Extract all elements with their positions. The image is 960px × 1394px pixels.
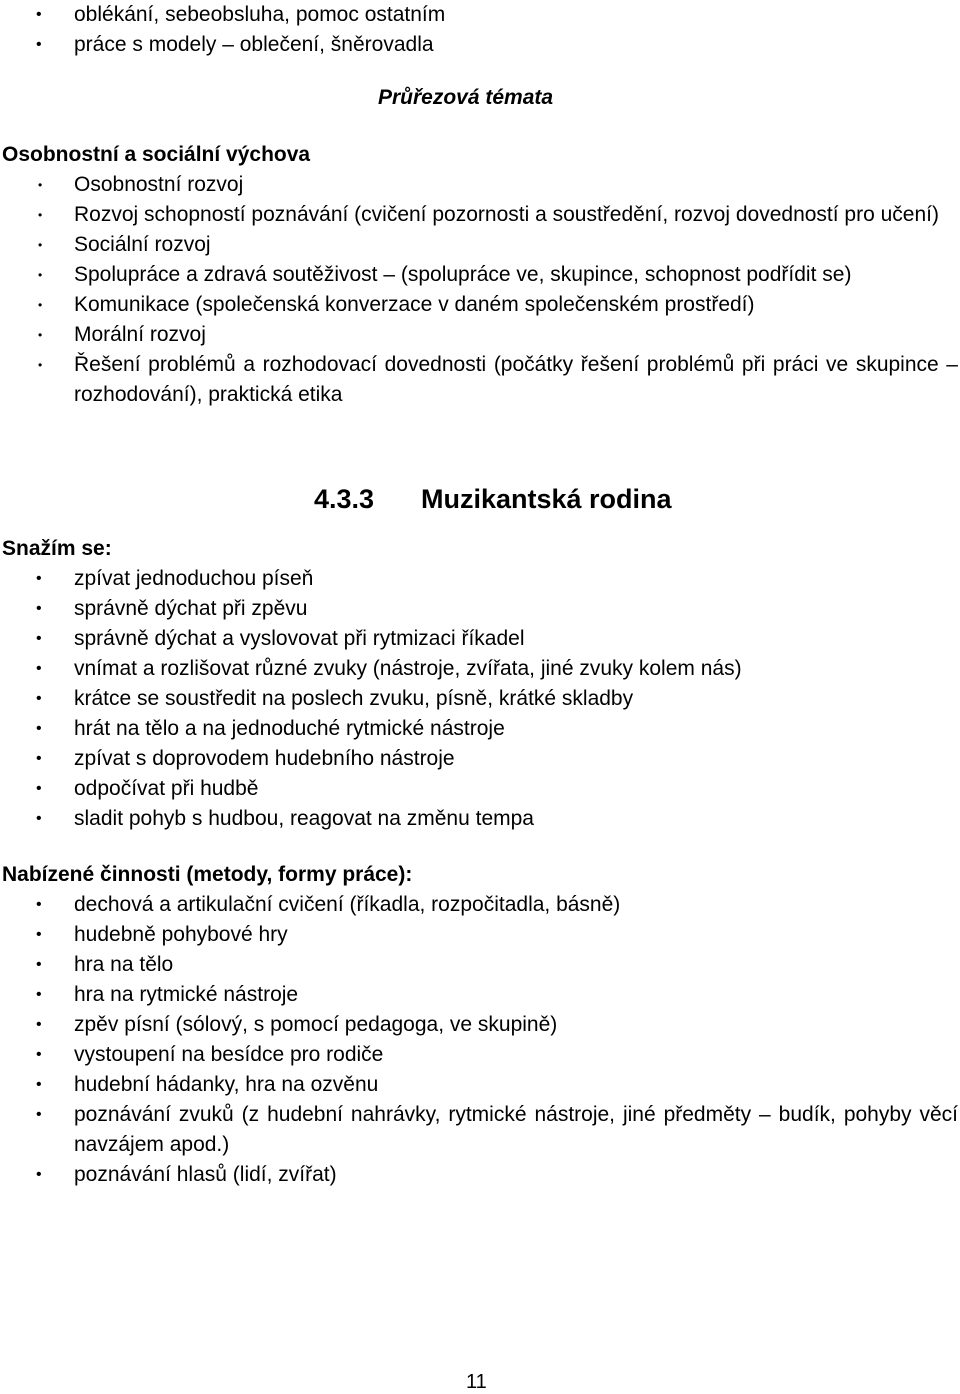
list-item: • hra na tělo — [0, 950, 960, 980]
cross-topics-heading: Průřezová témata — [378, 86, 554, 109]
list-item: • Osobnostní rozvoj — [0, 170, 960, 200]
goals-section — [0, 534, 960, 834]
chapter-title: Muzikantská rodina — [421, 484, 672, 514]
list-item: • správně dýchat a vyslovovat při rytmizaci říkadel — [0, 624, 960, 654]
list-item: • poznávání zvuků (z hudební nahrávky, rytmické nástroje, jiné předměty – budík, pohyby věcí navzájem apod.) — [0, 1100, 960, 1160]
list-item: • Sociální rozvoj — [0, 230, 960, 260]
cross-topics-list — [0, 170, 960, 410]
page-number: 11 — [466, 1371, 487, 1393]
goals-list — [0, 564, 960, 834]
list-item: • správně dýchat při zpěvu — [0, 594, 960, 624]
list-item: • sladit pohyb s hudbou, reagovat na změnu tempa — [0, 804, 960, 834]
list-item: • krátce se soustředit na poslech zvuku, písně, krátké skladby — [0, 684, 960, 714]
activities-title: Nabízené činnosti (metody, formy práce): — [2, 863, 413, 886]
activities-section — [0, 860, 960, 1190]
list-item: • zpěv písní (sólový, s pomocí pedagoga, ve skupině) — [0, 1010, 960, 1040]
top-bullet-list — [0, 0, 960, 60]
list-item: • dechová a artikulační cvičení (říkadla, rozpočitadla, básně) — [0, 890, 960, 920]
section-title: Osobnostní a sociální výchova — [2, 143, 311, 166]
list-item: • hudebně pohybové hry — [0, 920, 960, 950]
list-item: • oblékání, sebeobsluha, pomoc ostatním — [0, 0, 960, 30]
list-item: • poznávání hlasů (lidí, zvířat) — [0, 1160, 960, 1190]
list-item: • Morální rozvoj — [0, 320, 960, 350]
activities-list — [0, 890, 960, 1190]
goals-title: Snažím se: — [2, 537, 112, 560]
list-item: • Rozvoj schopností poznávání (cvičení pozornosti a soustředění, rozvoj dovedností pro učení) — [0, 200, 960, 230]
list-item: • odpočívat při hudbě — [0, 774, 960, 804]
list-item: • Řešení problémů a rozhodovací dovednosti (počátky řešení problémů při práci ve skupince – rozhodování), praktická etika — [0, 350, 960, 410]
list-item: • vnímat a rozlišovat různé zvuky (nástroje, zvířata, jiné zvuky kolem nás) — [0, 654, 960, 684]
cross-topics-section — [0, 140, 960, 410]
list-item: • práce s modely – oblečení, šněrovadla — [0, 30, 960, 60]
list-item: • Komunikace (společenská konverzace v daném společenském prostředí) — [0, 290, 960, 320]
list-item: • hrát na tělo a na jednoduché rytmické nástroje — [0, 714, 960, 744]
list-item: • zpívat s doprovodem hudebního nástroje — [0, 744, 960, 774]
list-item: • zpívat jednoduchou píseň — [0, 564, 960, 594]
list-item: • vystoupení na besídce pro rodiče — [0, 1040, 960, 1070]
list-item: • hudební hádanky, hra na ozvěnu — [0, 1070, 960, 1100]
list-item: • hra na rytmické nástroje — [0, 980, 960, 1010]
chapter-number: 4.3.3 — [314, 484, 375, 514]
list-item: • Spolupráce a zdravá soutěživost – (spolupráce ve, skupince, schopnost podřídit se) — [0, 260, 960, 290]
